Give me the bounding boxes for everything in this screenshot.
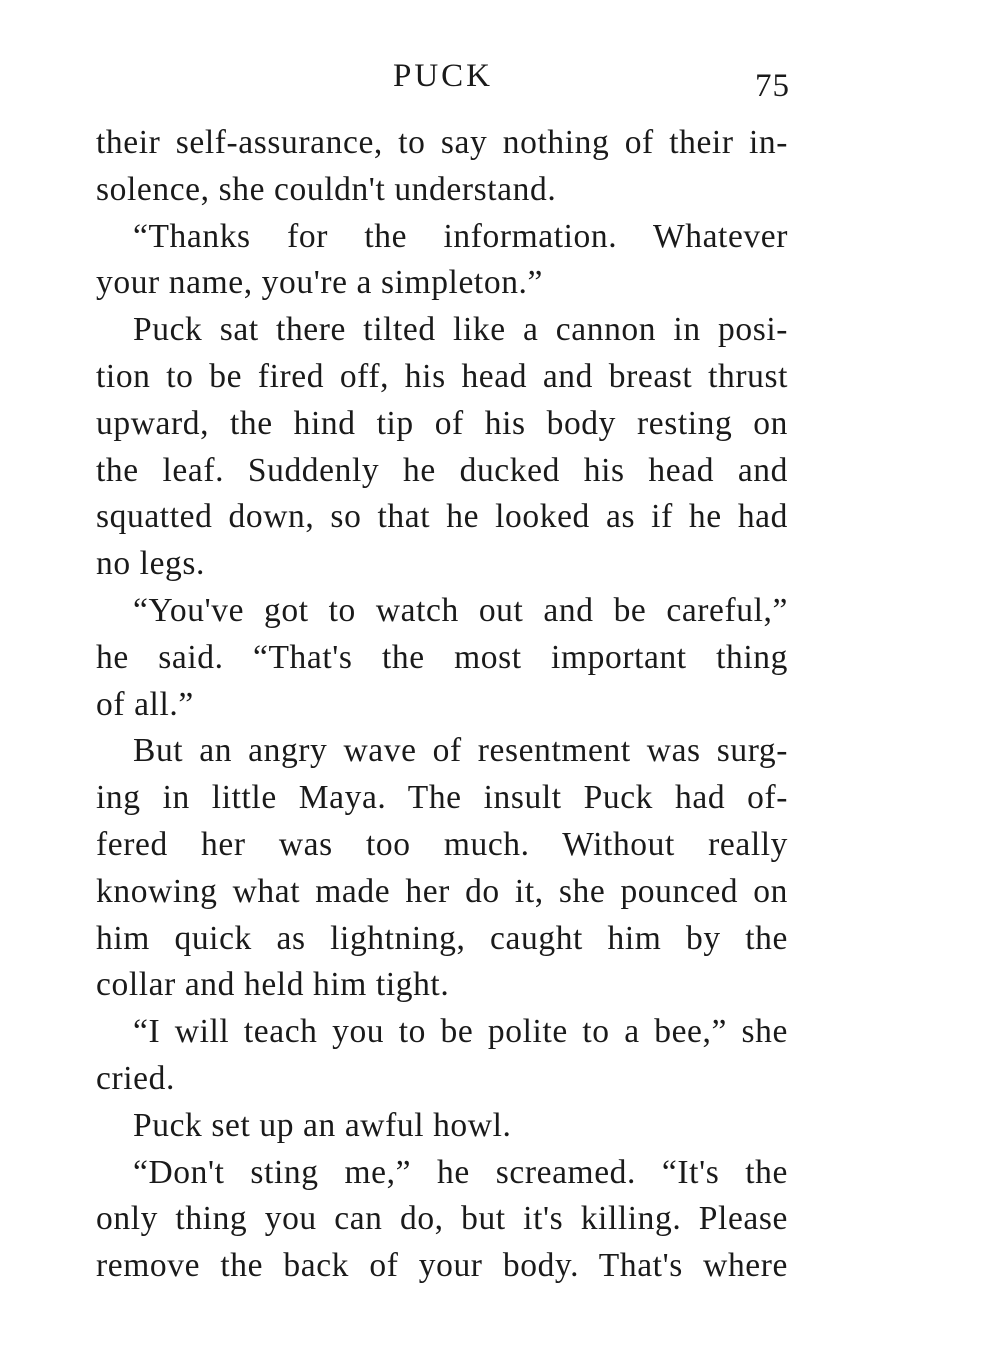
text-line: Puck sat there tilted like a cannon in posi- [133,311,788,349]
text-line: remove the back of your body. That's where [96,1247,788,1285]
text-line: But an angry wave of resentment was surg- [133,732,788,770]
text-line: tion to be fired off, his head and breast thrust [96,357,788,395]
body-text [96,120,788,1290]
text-line: the leaf. Suddenly he ducked his head and [96,451,788,489]
text-line: solence, she couldn't understand. [96,170,557,208]
text-line: collar and held him tight. [96,966,450,1004]
text-line: him quick as lightning, caught him by the [96,919,788,957]
text-line: cried. [96,1059,175,1097]
text-line: “Don't sting me,” he screamed. “It's the [133,1153,788,1191]
paragraph [96,307,788,588]
text-line: Puck set up an awful howl. [133,1106,512,1144]
paragraph [96,214,788,308]
paragraph [96,120,788,214]
text-line: no legs. [96,545,206,583]
text-line: he said. “That's the most important thing [96,638,788,676]
text-line: squatted down, so that he looked as if he had [96,498,788,536]
text-line: only thing you can do, but it's killing. Please [96,1200,788,1238]
paragraph [96,588,788,728]
text-line: “You've got to watch out and be careful,” [133,591,788,629]
text-line: “I will teach you to be polite to a bee,” she [133,1013,788,1051]
text-line: of all.” [96,685,194,723]
text-line: their self-assurance, to say nothing of their in- [96,124,788,161]
text-line: knowing what made her do it, she pounced on [96,872,788,910]
text-line: ing in little Maya. The insult Puck had of- [96,779,788,817]
paragraph [96,1103,788,1150]
paragraph [96,1150,788,1290]
text-line: “Thanks for the information. Whatever [133,217,788,255]
text-line: your name, you're a simpleton.” [96,264,543,302]
text-line: upward, the hind tip of his body resting on [96,404,788,442]
running-head: PUCK [392,58,494,94]
paragraph [96,1009,788,1103]
page-number: 75 [755,68,790,104]
text-line: fered her was too much. Without really [96,825,788,863]
paragraph [96,728,788,1009]
page-header [96,58,790,108]
